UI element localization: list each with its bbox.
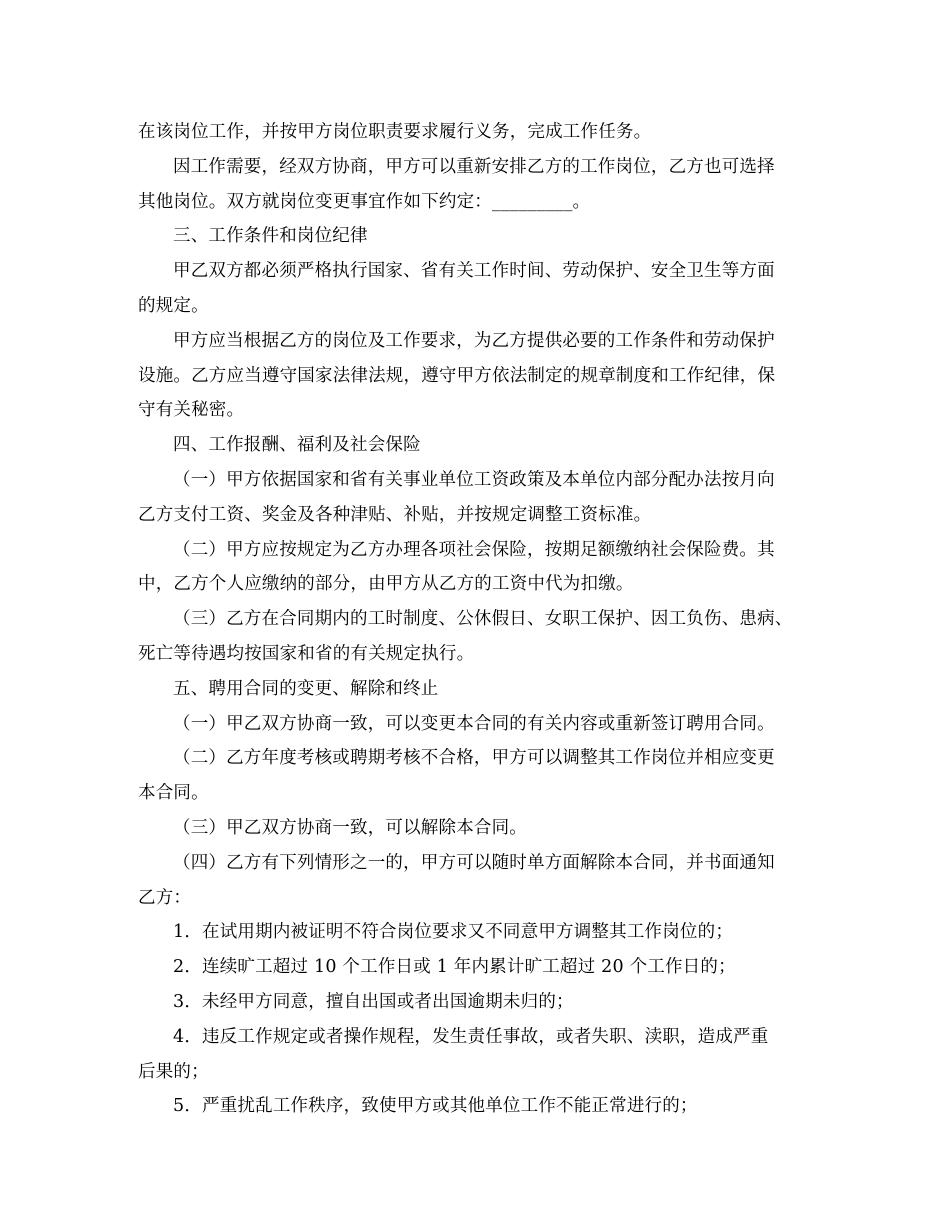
- text-line: 乙方：: [138, 887, 192, 908]
- text-line: （二）乙方年度考核或聘期考核不合格，甲方可以调整其工作岗位并相应变更: [173, 748, 775, 769]
- text-line: 的规定。: [138, 295, 209, 316]
- text-line: （一）甲方依据国家和省有关事业单位工资政策及本单位内部分配办法按月向: [173, 469, 775, 490]
- list-item: 5．严重扰乱工作秩序，致使甲方或其他单位工作不能正常进行的；: [173, 1096, 698, 1117]
- text-line: 设施。乙方应当遵守国家法律法规，遵守甲方依法制定的规章制度和工作纪律，保: [138, 365, 776, 386]
- text-line: 本合同。: [138, 783, 209, 804]
- document-page: [138, 115, 818, 1124]
- text-line: （四）乙方有下列情形之一的，甲方可以随时单方面解除本合同，并书面通知: [173, 852, 775, 873]
- text-line: 甲方应当根据乙方的岗位及工作要求，为乙方提供必要的工作条件和劳动保护: [173, 330, 775, 351]
- text-line: （三）甲乙双方协商一致，可以解除本合同。: [173, 817, 527, 838]
- text-line: 死亡等待遇均按国家和省的有关规定执行。: [138, 643, 475, 664]
- text-line: （二）甲方应按规定为乙方办理各项社会保险，按期足额缴纳社会保险费。其: [173, 539, 775, 560]
- list-item: 1．在试用期内被证明不符合岗位要求又不同意甲方调整其工作岗位的；: [173, 922, 734, 943]
- list-item: 3．未经甲方同意，擅自出国或者出国逾期未归的；: [173, 991, 574, 1012]
- text-line: （一）甲乙双方协商一致，可以变更本合同的有关内容或重新签订聘用合同。: [173, 713, 775, 734]
- text-line: 甲乙双方都必须严格执行国家、省有关工作时间、劳动保护、安全卫生等方面: [173, 261, 775, 282]
- text-line: 其他岗位。双方就岗位变更事宜作如下约定：_________。: [138, 191, 591, 212]
- text-line: 中，乙方个人应缴纳的部分，由甲方从乙方的工资中代为扣缴。: [138, 574, 634, 595]
- text-line: 因工作需要，经双方协商，甲方可以重新安排乙方的工作岗位，乙方也可选择: [173, 156, 775, 177]
- text-line: 守有关秘密。: [138, 400, 245, 421]
- text-line: （三）乙方在合同期内的工时制度、公休假日、女职工保护、因工负伤、患病、: [173, 609, 793, 630]
- section-heading: 四、工作报酬、福利及社会保险: [173, 435, 421, 456]
- section-heading: 三、工作条件和岗位纪律: [173, 226, 368, 247]
- section-heading: 五、聘用合同的变更、解除和终止: [173, 678, 439, 699]
- text-line: 乙方支付工资、奖金及各种津贴、补贴，并按规定调整工资标准。: [138, 504, 652, 525]
- text-line: 后果的；: [138, 1061, 209, 1082]
- text-line: 在该岗位工作，并按甲方岗位职责要求履行义务，完成工作任务。: [138, 122, 652, 142]
- list-item: 2．连续旷工超过 10 个工作日或 1 年内累计旷工超过 20 个工作日的；: [173, 957, 736, 978]
- list-item: 4．违反工作规定或者操作规程，发生责任事故，或者失职、渎职，造成严重: [173, 1026, 769, 1047]
